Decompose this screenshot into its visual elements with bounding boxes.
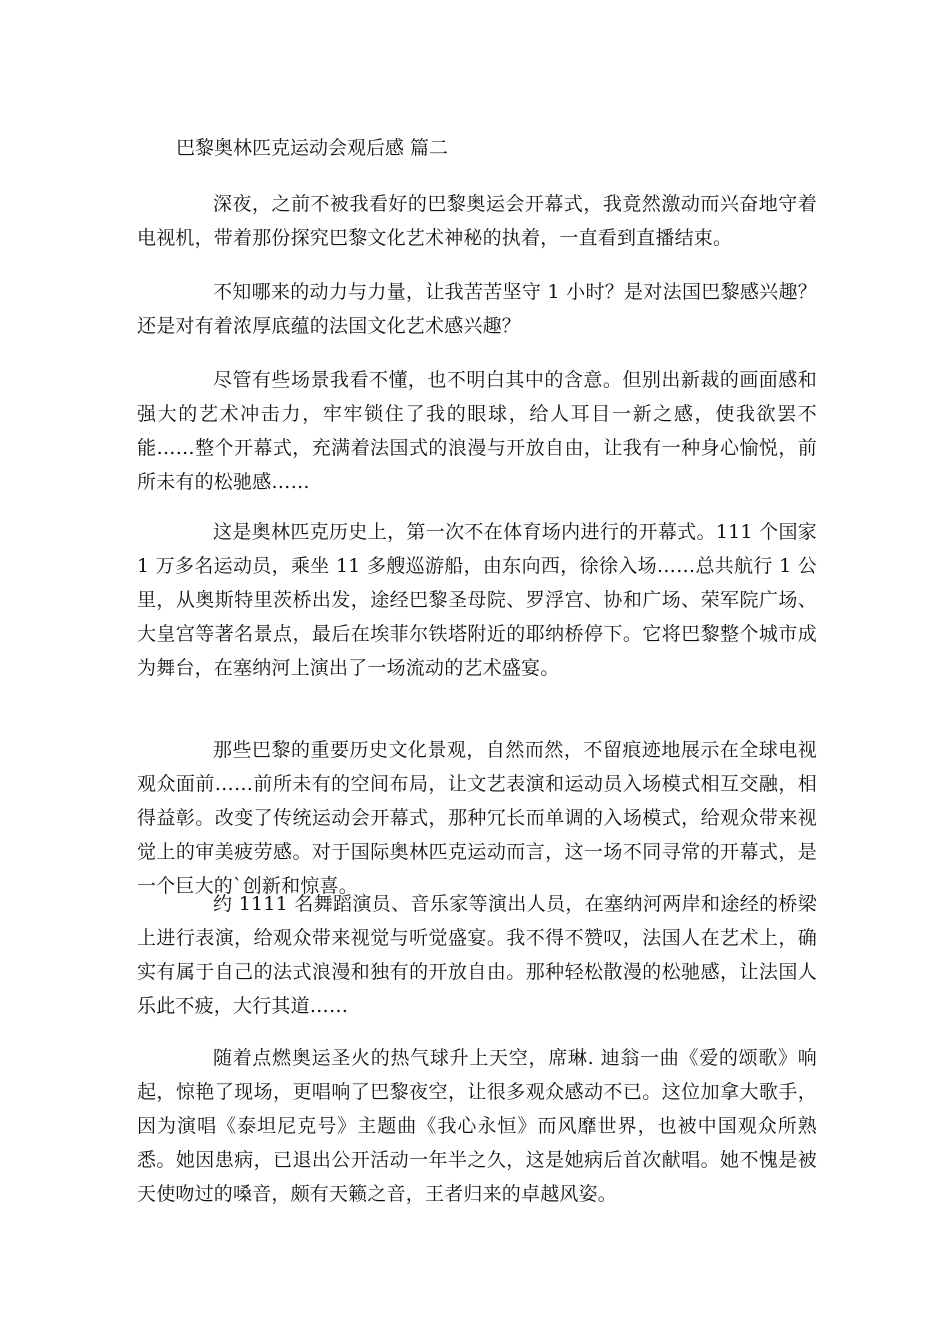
paragraph-4: 这是奥林匹克历史上，第一次不在体育场内进行的开幕式。111 个国家 1 万多名运动员，乘坐 11 多艘巡游船，由东向西，徐徐入场……总共航行 1 公里，从奥斯特里茨桥出发，途经巴黎圣母院、罗浮宫、协和广场、荣军院广场、大皇宫等著名景点，最后在埃菲尔铁塔附近的耶纳桥停下。它将巴黎整个城市成为舞台，在塞纳河上演出了一场流动的艺术盛宴。 <box>137 521 817 679</box>
paragraph-1: 深夜，之前不被我看好的巴黎奥运会开幕式，我竟然激动而兴奋地守着电视机，带着那份探究巴黎文化艺术神秘的执着，一直看到直播结束。 <box>137 193 817 249</box>
document-title: 巴黎奥林匹克运动会观后感 篇二 <box>176 137 449 159</box>
paragraph-5: 那些巴黎的重要历史文化景观，自然而然，不留痕迹地展示在全球电视观众面前……前所未有的空间布局，让文艺表演和运动员入场模式相互交融，相得益彰。改变了传统运动会开幕式，那种冗长而单调的入场模式，给观众带来视觉上的审美疲劳感。对于国际奥林匹克运动而言，这一场不同寻常的开幕式，是一个巨大的`创新和惊喜。 <box>137 739 817 897</box>
paragraph-6: 约 1111 名舞蹈演员、音乐家等演出人员，在塞纳河两岸和途经的桥梁上进行表演，给观众带来视觉与听觉盛宴。我不得不赞叹，法国人在艺术上，确实有属于自己的法式浪漫和独有的开放自由。那种轻松散漫的松驰感，让法国人乐此不疲，大行其道…… <box>137 893 817 1017</box>
paragraph-2: 不知哪来的动力与力量，让我苦苦坚守 1 小时？是对法国巴黎感兴趣？还是对有着浓厚底蕴的法国文化艺术感兴趣？ <box>137 281 817 337</box>
paragraph-3: 尽管有些场景我看不懂，也不明白其中的含意。但别出新裁的画面感和强大的艺术冲击力，牢牢锁住了我的眼球，给人耳目一新之感，使我欲罢不能……整个开幕式，充满着法国式的浪漫与开放自由，让我有一种身心愉悦，前所未有的松驰感…… <box>137 369 817 493</box>
paragraph-7: 随着点燃奥运圣火的热气球升上天空，席琳. 迪翁一曲《爱的颂歌》响起，惊艳了现场，更唱响了巴黎夜空，让很多观众感动不已。这位加拿大歌手，因为演唱《泰坦尼克号》主题曲《我心永恒》而风靡世界，也被中国观众所熟悉。她因患病，已退出公开活动一年半之久，这是她病后首次献唱。她不愧是被天使吻过的嗓音，颇有天籁之音，王者归来的卓越风姿。 <box>137 1047 817 1205</box>
